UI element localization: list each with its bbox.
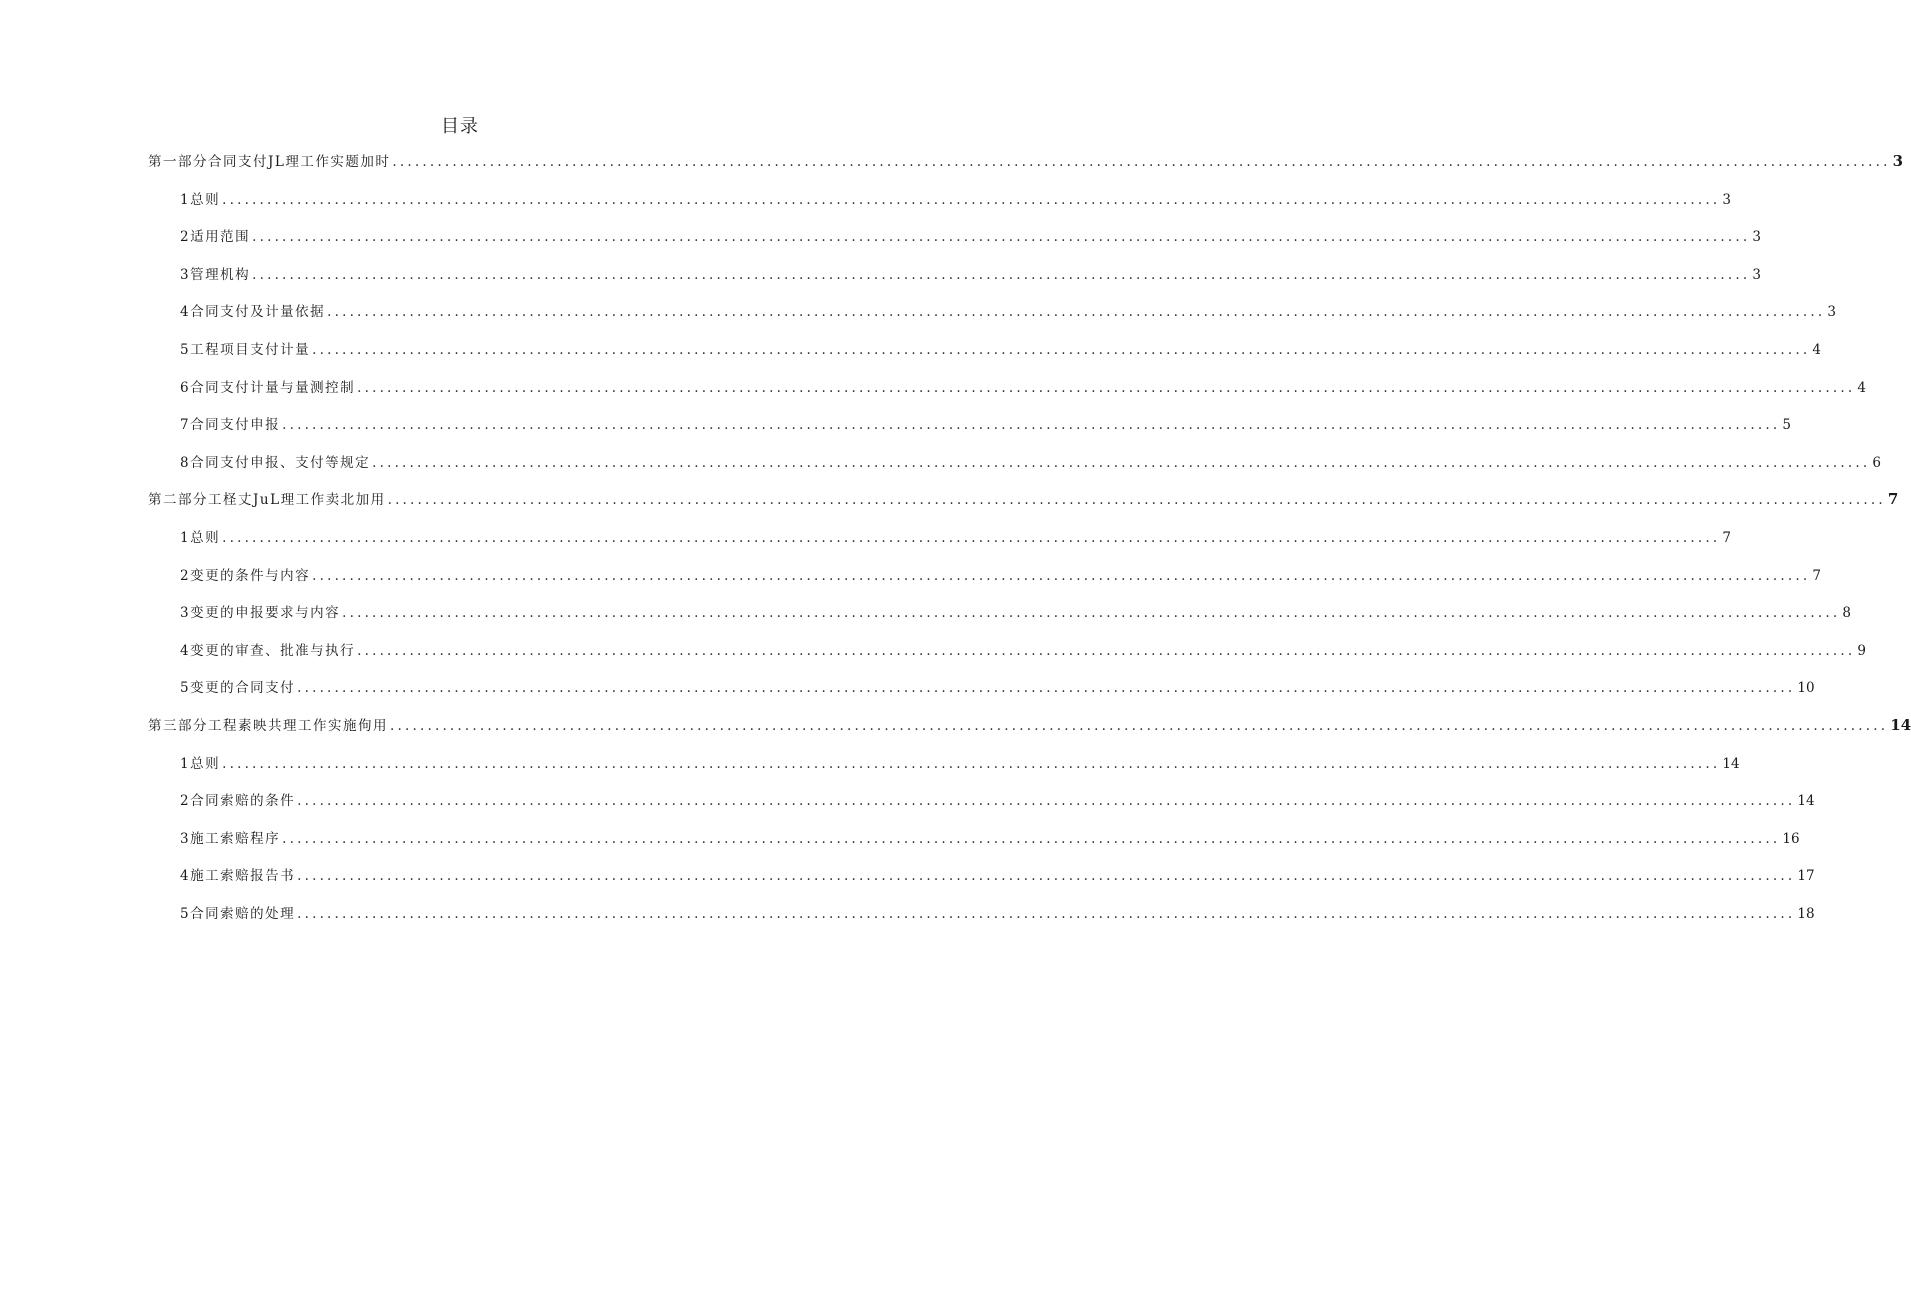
toc-page-number: 18 (1797, 905, 1815, 922)
toc-title: 目录 (441, 116, 479, 137)
toc-dot-leader: ........................................................................................................................................................................................................ (372, 454, 1871, 471)
toc-entry-label: 3管理机构 (180, 266, 251, 283)
toc-dot-leader: ........................................................................................................................................................................................................ (357, 379, 1856, 396)
toc-list (148, 150, 1911, 939)
toc-page-number: 9 (1857, 642, 1866, 659)
toc-dot-leader: ........................................................................................................................................................................................................ (222, 529, 1721, 546)
toc-page-number: 17 (1797, 868, 1815, 885)
toc-dot-leader: ........................................................................................................................................................................................................ (252, 266, 1751, 283)
toc-section-entry[interactable] (148, 451, 1881, 489)
toc-section-entry[interactable] (148, 827, 1800, 865)
toc-entry-label: 2适用范围 (180, 229, 251, 246)
toc-section-entry[interactable] (148, 564, 1821, 602)
toc-entry-label: 4合同支付及计量依据 (180, 304, 326, 321)
toc-entry-label: 第一部分合同支付JL理工作实题加时 (148, 154, 391, 170)
toc-dot-leader: ........................................................................................................................................................................................................ (222, 191, 1721, 208)
toc-section-entry[interactable] (148, 864, 1815, 902)
toc-page-number: 3 (1827, 304, 1836, 321)
toc-entry-label: 2合同索赔的条件 (180, 793, 296, 810)
toc-entry-label: 5合同索赔的处理 (180, 905, 296, 922)
toc-entry-label: 第三部分工程素映共理工作实施佝用 (148, 717, 388, 734)
toc-page-number: 14 (1797, 793, 1815, 810)
toc-entry-label: 4变更的审查、批准与执行 (180, 642, 356, 659)
toc-entry-label: 5工程项目支付计量 (180, 341, 311, 358)
toc-entry-label: 6合同支付计量与量测控制 (180, 379, 356, 396)
toc-dot-leader: ........................................................................................................................................................................................................ (342, 605, 1841, 622)
toc-entry-label: 1总则 (180, 191, 221, 208)
toc-entry-label: 5变更的合同支付 (180, 680, 296, 697)
toc-dot-leader: ........................................................................................................................................................................................................ (387, 492, 1886, 509)
toc-dot-leader: ........................................................................................................................................................................................................ (297, 868, 1796, 885)
toc-dot-leader: ........................................................................................................................................................................................................ (312, 341, 1811, 358)
toc-dot-leader: ........................................................................................................................................................................................................ (222, 755, 1721, 772)
toc-part-entry[interactable] (148, 488, 1899, 526)
toc-page-number: 4 (1812, 341, 1821, 358)
toc-part-entry[interactable] (148, 150, 1904, 188)
toc-section-entry[interactable] (148, 639, 1866, 677)
toc-section-entry[interactable] (148, 526, 1731, 564)
toc-page-number: 3 (1752, 266, 1761, 283)
toc-dot-leader: ........................................................................................................................................................................................................ (327, 304, 1826, 321)
toc-page-number: 14 (1890, 715, 1911, 734)
toc-section-entry[interactable] (148, 376, 1866, 414)
toc-dot-leader: ........................................................................................................................................................................................................ (312, 567, 1811, 584)
toc-page-number: 8 (1842, 605, 1851, 622)
toc-dot-leader: ........................................................................................................................................................................................................ (297, 793, 1796, 810)
toc-section-entry[interactable] (148, 902, 1815, 940)
toc-page-number: 16 (1782, 830, 1800, 847)
toc-section-entry[interactable] (148, 263, 1761, 301)
toc-section-entry[interactable] (148, 676, 1815, 714)
toc-section-entry[interactable] (148, 789, 1815, 827)
toc-page-number: 4 (1857, 379, 1866, 396)
toc-entry-label: 3变更的申报要求与内容 (180, 605, 341, 622)
toc-entry-label: 8合同支付申报、支付等规定 (180, 454, 371, 471)
toc-section-entry[interactable] (148, 413, 1791, 451)
toc-section-entry[interactable] (148, 338, 1821, 376)
toc-dot-leader: ........................................................................................................................................................................................................ (297, 905, 1796, 922)
toc-page-number: 3 (1752, 229, 1761, 246)
toc-page-number: 14 (1722, 755, 1740, 772)
toc-entry-label: 7合同支付申报 (180, 417, 281, 434)
toc-dot-leader: ........................................................................................................................................................................................................ (282, 417, 1781, 434)
toc-page-number: 5 (1782, 417, 1791, 434)
toc-page-number: 10 (1797, 680, 1815, 697)
toc-entry-label: 1总则 (180, 755, 221, 772)
toc-page-number: 6 (1872, 454, 1881, 471)
toc-page-number: 3 (1722, 191, 1731, 208)
toc-entry-label: 4施工索赔报告书 (180, 868, 296, 885)
toc-page-number: 7 (1812, 567, 1821, 584)
toc-section-entry[interactable] (148, 752, 1740, 790)
toc-dot-leader: ........................................................................................................................................................................................................ (297, 680, 1796, 697)
toc-section-entry[interactable] (148, 300, 1836, 338)
toc-page-number: 7 (1887, 490, 1899, 509)
toc-entry-label: 1总则 (180, 529, 221, 546)
toc-dot-leader: ........................................................................................................................................................................................................ (282, 830, 1781, 847)
toc-section-entry[interactable] (148, 601, 1851, 639)
toc-dot-leader: ........................................................................................................................................................................................................ (390, 717, 1889, 734)
toc-dot-leader: ........................................................................................................................................................................................................ (392, 154, 1891, 170)
toc-part-entry[interactable] (148, 714, 1911, 752)
toc-entry-label: 第二部分工柽丈JuL理工作卖北加用 (148, 492, 386, 509)
toc-dot-leader: ........................................................................................................................................................................................................ (252, 229, 1751, 246)
toc-section-entry[interactable] (148, 225, 1761, 263)
toc-entry-label: 2变更的条件与内容 (180, 567, 311, 584)
toc-dot-leader: ........................................................................................................................................................................................................ (357, 642, 1856, 659)
toc-page-number: 3 (1892, 152, 1904, 170)
toc-entry-label: 3施工索赔程序 (180, 830, 281, 847)
toc-section-entry[interactable] (148, 188, 1731, 226)
toc-page-number: 7 (1722, 529, 1731, 546)
